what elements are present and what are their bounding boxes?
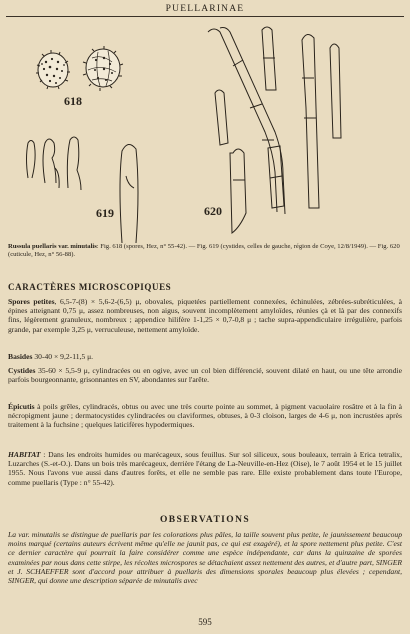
cuticle-hypha-5 bbox=[215, 90, 228, 145]
basides-text: 30-40 × 9,2-11,5 μ. bbox=[32, 352, 94, 361]
figure-label-620: 620 bbox=[204, 204, 222, 218]
cystidium-drawing-4 bbox=[120, 144, 138, 243]
habitat-text: : Dans les endroits humides ou marécageux, sous feuillus. Sur sol siliceux, sous bouleaux, terrain à Erica tetralix, Luzarches (S.-et-O.). Dans un bois très marécageux, derrière l'étang de La-Neuville-en-Hez (Oise), le 7 août 1954 et le 15 juillet 1955. Nous l'avons vue aussi dans d'autres forêts, et elle ne semble pas rare. Elle existe probablement dans toute l'Europe, comme puellaris (Type : n° 55-42). bbox=[8, 450, 402, 487]
cuticle-hypha-3 bbox=[302, 34, 319, 208]
cystides-paragraph bbox=[8, 366, 402, 384]
running-header bbox=[6, 2, 404, 17]
cystides-text: 35-60 × 5,5-9 μ, cylindracées ou en ogive, avec un col bien différencié, souvent dilaté en haut, ou une tête arrondie parfois bourgeonnante, grisonnantes en SV, abondantes sur l'arête. bbox=[8, 366, 402, 385]
page-number: 595 bbox=[198, 617, 212, 627]
spore-drawing-2 bbox=[83, 46, 123, 91]
header-title: PUELLARINAE bbox=[165, 4, 245, 14]
basides-paragraph bbox=[8, 352, 402, 361]
cuticle-hypha-4 bbox=[330, 44, 341, 138]
basides-lead: Basides bbox=[8, 352, 33, 361]
cystides-lead: Cystides bbox=[8, 366, 36, 375]
cystidium-drawing-1 bbox=[27, 141, 36, 179]
figure-plate bbox=[0, 18, 410, 248]
spores-text: , 6,5-7-(8) × 5,6-2-(6,5) μ, obovales, piquetées partiellement connexées, échinulées, zébrées-subréticulées, à épines atteignant 0,75 μ, assez nombreuses, non aigus, souvent incomplètement amyloïdes, réunies çà et là par des connexifs fins, légèrement granuleux, nombreux ; appendice hilifère 1-1,25 × 0,7-0,8 μ ; tache supra-appendiculaire irrégulière, parfois grande, par exemple 3,25 μ, verruculeuse, nettement amyloïde. bbox=[8, 297, 402, 334]
spores-lead: Spores petites bbox=[8, 297, 55, 306]
habitat-lead: HABITAT bbox=[8, 450, 41, 459]
figure-label-618: 618 bbox=[64, 94, 82, 108]
caption-species: Russula puellaris var. minutalis bbox=[8, 243, 97, 250]
spores-paragraph bbox=[8, 297, 402, 334]
epicutis-paragraph bbox=[8, 402, 402, 430]
cystidium-drawing-2 bbox=[43, 139, 59, 188]
section-title: CARACTÈRES MICROSCOPIQUES bbox=[8, 282, 172, 292]
cuticle-hypha-6 bbox=[230, 149, 246, 233]
caption-text: : Fig. 618 (spores, Hez, n° 55-42). — Fig. 619 (cystides, celles de gauche, région de Coye, 12/8/1949). — Fig. 620 (cuticule, Hez, n° 56-88). bbox=[8, 243, 400, 259]
figure-label-619: 619 bbox=[96, 206, 114, 220]
cystidium-drawing-3 bbox=[67, 137, 81, 190]
figure-caption bbox=[8, 243, 402, 260]
observations-text: La var. minutalis se distingue de puellaris par les colorations plus pâles, la taille souvent plus petite, le jaunissement beaucoup moins marqué (certains auteurs écrivent même qu'elle ne jaunit pas, ce qui est exagéré), et la spore nettement plus petite. C'est ce dernier caractère qui pourrait la faire considérer comme une espèce indépendante, car dans la quinzaine de sporées examinées par nous dans cette stirpe, les récoltes microspores se détachaient assez nettement des autres, et d'autre part, SINGER et J. SCHAEFFER sont d'accord pour attribuer à puellaris des dimensions sporales beaucoup plus élevées ; cependant, SINGER, qui donne une description séparée de minutalis avec bbox=[8, 530, 402, 586]
epicutis-lead: Épicutis bbox=[8, 402, 35, 411]
observations-title: OBSERVATIONS bbox=[159, 515, 251, 525]
epicutis-text: à poils grêles, cylindracés, obtus ou avec une très courte pointe au sommet, à pigment vacuolaire rosâtre et à la fin à nécropigment jaune ; dermatocystides cylindracées ou claviformes, obtuses, à 0-3 cloison, larges de 4-6 μ, non incrustées après traitement à la fuchsine ; quelques laticifères hypodermiques. bbox=[8, 402, 402, 430]
habitat-paragraph bbox=[8, 450, 402, 487]
cuticle-hypha-2 bbox=[262, 27, 276, 90]
spore-drawing-1 bbox=[36, 50, 70, 89]
